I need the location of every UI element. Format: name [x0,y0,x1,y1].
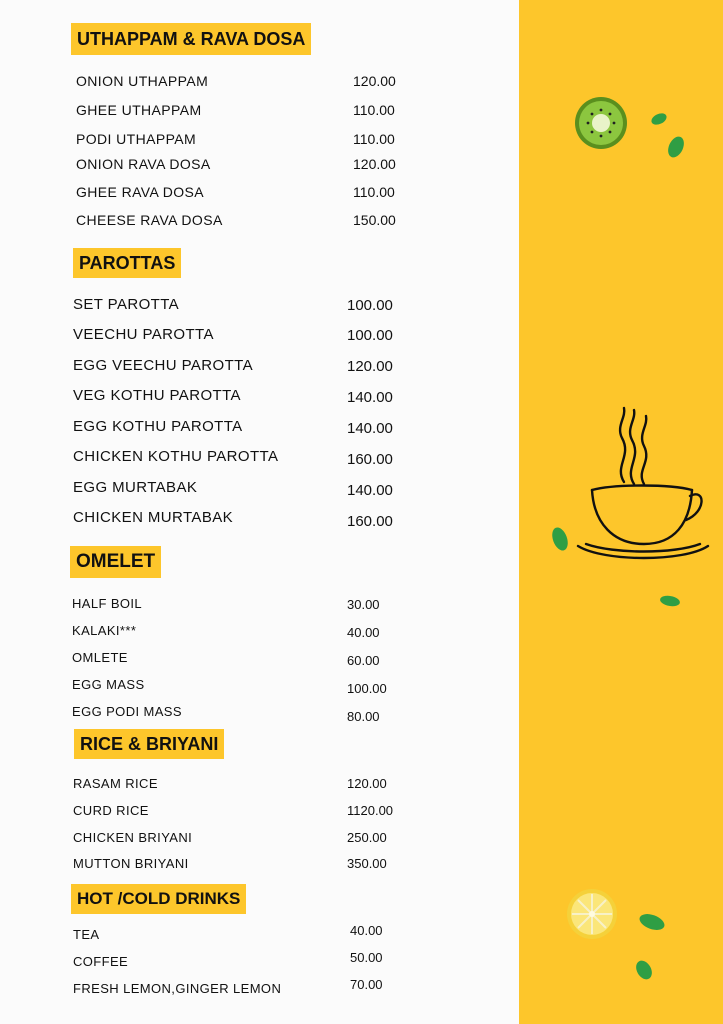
menu-item-name: VEECHU PAROTTA [73,326,214,343]
menu-item-name: OMLETE [72,650,128,665]
menu-item-name: EGG KOTHU PAROTTA [73,418,243,435]
section-title-uthappam: UTHAPPAM & RAVA DOSA [71,23,311,55]
menu-item-name: CHICKEN MURTABAK [73,509,234,526]
menu-item-price: 110.00 [353,131,395,147]
menu-item-name: FRESH LEMON,GINGER LEMON [73,981,282,996]
menu-item-name: CHEESE RAVA DOSA [76,212,223,228]
menu-item-name: EGG VEECHU PAROTTA [73,357,254,374]
menu-item-price: 250.00 [347,830,387,845]
lemon-icon [566,888,618,940]
menu-item-price: 100.00 [347,297,393,314]
menu-item-name: MUTTON BRIYANI [73,856,189,871]
menu-item-price: 110.00 [353,184,395,200]
menu-item-name: RASAM RICE [73,776,158,791]
menu-item-price: 120.00 [347,358,393,375]
menu-item-price: 100.00 [347,681,387,696]
mint-leaf-icon [666,134,686,160]
menu-item-price: 140.00 [347,389,393,406]
mint-leaf-icon [637,911,667,933]
menu-item-name: CHICKEN BRIYANI [73,830,193,845]
mint-leaf-icon [650,111,668,127]
menu-item-name: PODI UTHAPPAM [76,131,197,147]
menu-item-price: 30.00 [347,597,380,612]
menu-item-price: 140.00 [347,420,393,437]
menu-item-name: HALF BOIL [72,596,143,611]
menu-item-price: 70.00 [350,977,383,992]
menu-item-name: EGG MASS [72,677,145,692]
menu-item-price: 50.00 [350,950,383,965]
menu-item-name: KALAKI*** [72,623,137,638]
mint-leaf-icon [633,958,655,982]
menu-item-price: 1120.00 [347,803,394,818]
menu-item-price: 150.00 [353,212,396,228]
menu-item-price: 40.00 [347,625,380,640]
menu-item-price: 160.00 [347,451,393,468]
section-title-drinks: HOT /COLD DRINKS [71,884,246,914]
menu-item-name: SET PAROTTA [73,296,180,313]
menu-item-price: 120.00 [353,73,396,89]
section-title-rice-briyani: RICE & BRIYANI [74,729,224,759]
mint-leaf-icon [549,525,571,553]
menu-item-name: TEA [73,927,100,942]
menu-item-name: ONION UTHAPPAM [76,73,209,89]
coffee-cup-icon [574,404,714,564]
menu-item-name: CHICKEN KOTHU PAROTTA [73,448,279,465]
menu-item-price: 80.00 [347,709,380,724]
menu-item-name: COFFEE [73,954,129,969]
mint-leaf-icon [659,593,681,609]
menu-item-name: GHEE UTHAPPAM [76,102,202,118]
menu-item-name: ONION RAVA DOSA [76,156,211,172]
menu-item-price: 40.00 [350,923,383,938]
menu-item-price: 160.00 [347,513,393,530]
menu-item-name: GHEE RAVA DOSA [76,184,205,200]
section-title-omelet: OMELET [70,546,161,578]
menu-item-name: EGG MURTABAK [73,479,198,496]
kiwi-icon [574,96,628,150]
menu-item-price: 350.00 [347,856,387,871]
menu-item-price: 140.00 [347,482,393,499]
menu-item-price: 120.00 [353,156,396,172]
menu-item-price: 120.00 [347,776,387,791]
menu-item-name: CURD RICE [73,803,149,818]
section-title-parottas: PAROTTAS [73,248,181,278]
menu-item-price: 110.00 [353,102,395,118]
menu-item-price: 60.00 [347,653,380,668]
menu-item-name: EGG PODI MASS [72,704,182,719]
menu-item-price: 100.00 [347,327,393,344]
menu-item-name: VEG KOTHU PAROTTA [73,387,241,404]
